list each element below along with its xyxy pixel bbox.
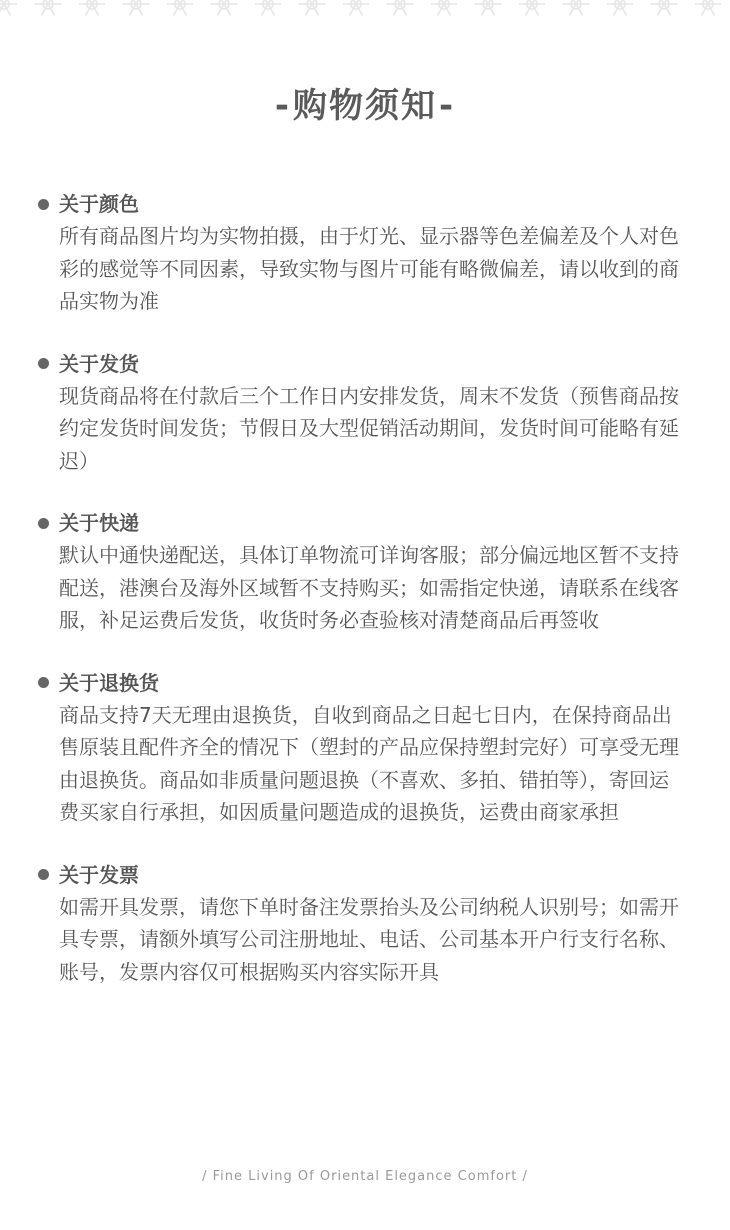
bullet-icon (38, 199, 49, 210)
snowflake-ornament-icon (387, 0, 413, 15)
section-title: 关于退换货 (59, 670, 159, 695)
title-dash-left: - (274, 86, 291, 126)
snowflake-ornament-icon (475, 0, 501, 15)
snowflake-ornament-icon (35, 0, 61, 15)
bullet-icon (38, 869, 49, 880)
section-title: 关于发货 (59, 351, 139, 376)
section-courier (38, 507, 688, 637)
title-dash-right: - (439, 86, 456, 126)
snowflake-ornament-icon (123, 0, 149, 15)
section-text: 现货商品将在付款后三个工作日内安排发货，周末不发货（预售商品按约定发货时间发货；节假日及大型促销活动期间，发货时间可能略有延迟） (59, 383, 679, 473)
section-color (38, 188, 688, 318)
section-heading-row (38, 667, 688, 699)
section-heading-row (38, 859, 688, 891)
snowflake-ornament-icon (211, 0, 237, 15)
snowflake-ornament-icon (79, 0, 105, 15)
snowflake-ornament-icon (167, 0, 193, 15)
page-title-text: 购物须知 (293, 86, 437, 126)
section-text: 默认中通快递配送，具体订单物流可详询客服；部分偏远地区暂不支持配送，港澳台及海外区域暂不支持购买；如需指定快递，请联系在线客服，补足运费后发货，收货时务必查验核对清楚商品后再签收 (59, 543, 679, 632)
section-returns (38, 667, 688, 829)
snowflake-pattern-icon (0, 0, 730, 22)
section-heading-row (38, 348, 688, 380)
section-heading-row (38, 507, 688, 539)
section-title: 关于颜色 (59, 192, 139, 216)
decorative-pattern-strip (0, 0, 730, 22)
section-heading-row (38, 188, 688, 220)
section-title: 关于快递 (59, 511, 139, 535)
snowflake-ornament-icon (695, 0, 721, 15)
section-text: 所有商品图片均为实物拍摄，由于灯光、显示器等色差偏差及个人对色彩的感觉等不同因素，导致实物与图片可能有略微偏差，请以收到的商品实物为准 (59, 224, 679, 313)
snowflake-ornament-icon (299, 0, 325, 15)
section-shipping (38, 348, 688, 478)
snowflake-ornament-icon (651, 0, 677, 15)
page-title (0, 84, 730, 128)
snowflake-ornament-icon (343, 0, 369, 15)
section-text: 商品支持7天无理由退换货，自收到商品之日起七日内，在保持商品出售原装且配件齐全的情况下（塑封的产品应保持塑封完好）可享受无理由退换货。商品如非质量问题退换（不喜欢、多拍、错拍等），寄回运费买家自行承担，如因质量问题造成的退换货，运费由商家承担 (59, 702, 679, 824)
section-title: 关于发票 (59, 862, 139, 887)
notice-sections (38, 188, 688, 1018)
bullet-icon (38, 518, 49, 529)
bullet-icon (38, 358, 49, 369)
snowflake-ornament-icon (519, 0, 545, 15)
snowflake-ornament-icon (431, 0, 457, 15)
section-invoice (38, 859, 688, 989)
footer-tagline: / Fine Living Of Oriental Elegance Comfort / (202, 1169, 528, 1184)
snowflake-ornament-icon (255, 0, 281, 15)
snowflake-ornament-icon (607, 0, 633, 15)
bullet-icon (38, 677, 49, 688)
snowflake-ornament-icon (563, 0, 589, 15)
snowflake-ornament-icon (0, 0, 17, 15)
section-text: 如需开具发票，请您下单时备注发票抬头及公司纳税人识别号；如需开具专票，请额外填写公司注册地址、电话、公司基本开户行支行名称、账号，发票内容仅可根据购买内容实际开具 (59, 894, 679, 984)
